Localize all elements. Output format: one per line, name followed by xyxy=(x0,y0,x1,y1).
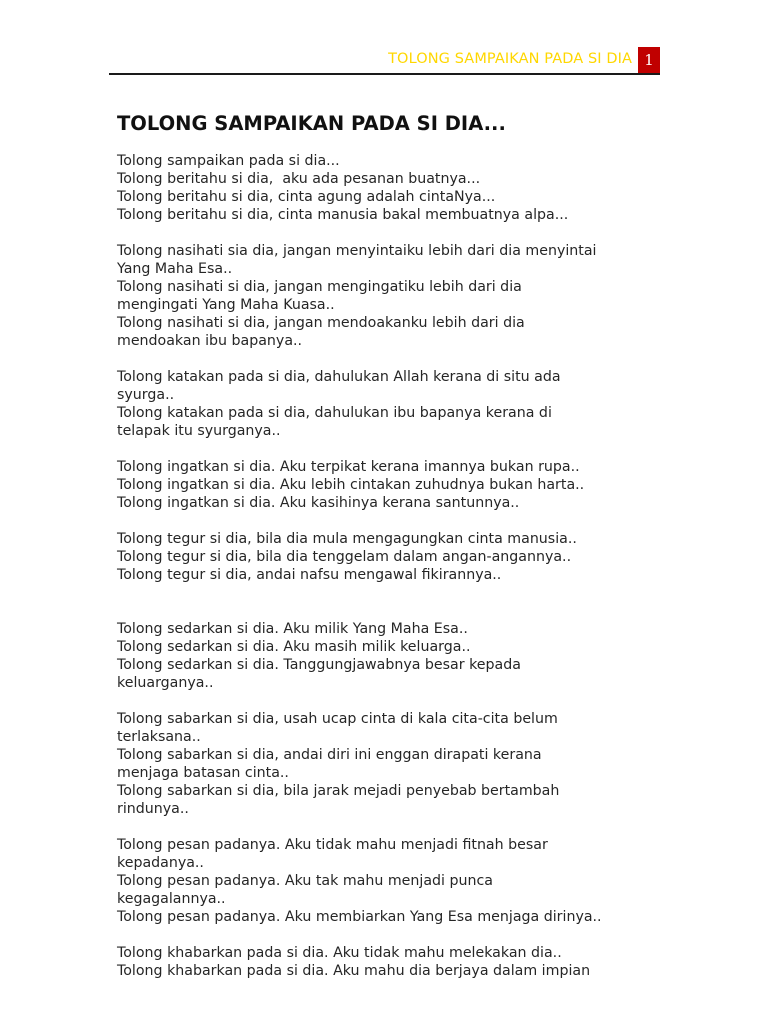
page-header xyxy=(109,45,660,75)
text-line: Tolong sabarkan si dia, usah ucap cinta di kala cita-cita belum xyxy=(117,711,558,727)
text-line: Tolong sedarkan si dia. Tanggungjawabnya besar kepada xyxy=(117,657,521,673)
paragraph xyxy=(117,368,677,440)
text-line: Tolong sedarkan si dia. Aku milik Yang Maha Esa.. xyxy=(117,621,468,637)
text-line: Tolong khabarkan pada si dia. Aku tidak mahu melekakan dia.. xyxy=(117,945,562,961)
text-line: Tolong nasihati sia dia, jangan menyintaiku lebih dari dia menyintai xyxy=(117,243,597,259)
text-line: terlaksana.. xyxy=(117,729,201,745)
text-line: Tolong sabarkan si dia, bila jarak mejadi penyebab bertambah xyxy=(117,783,560,799)
header-title: TOLONG SAMPAIKAN PADA SI DIA xyxy=(388,51,632,67)
page-number-badge: 1 xyxy=(638,47,660,73)
document-body xyxy=(117,112,677,998)
text-line: menjaga batasan cinta.. xyxy=(117,765,289,781)
text-line: Tolong katakan pada si dia, dahulukan Allah kerana di situ ada xyxy=(117,369,561,385)
text-line: kegagalannya.. xyxy=(117,891,226,907)
text-line: Tolong ingatkan si dia. Aku kasihinya kerana santunnya.. xyxy=(117,495,520,511)
paragraph xyxy=(117,620,677,692)
paragraph xyxy=(117,710,677,818)
text-line: Tolong ingatkan si dia. Aku terpikat kerana imannya bukan rupa.. xyxy=(117,459,580,475)
text-line: Tolong beritahu si dia, cinta agung adalah cintaNya... xyxy=(117,189,496,205)
text-line: Tolong tegur si dia, bila dia mula mengagungkan cinta manusia.. xyxy=(117,531,577,547)
text-line: kepadanya.. xyxy=(117,855,204,871)
text-line: Tolong nasihati si dia, jangan mengingatiku lebih dari dia xyxy=(117,279,522,295)
text-line: Tolong tegur si dia, andai nafsu mengawal fikirannya.. xyxy=(117,567,502,583)
text-line: mendoakan ibu bapanya.. xyxy=(117,333,303,349)
text-line: Tolong ingatkan si dia. Aku lebih cintakan zuhudnya bukan harta.. xyxy=(117,477,585,493)
text-line: Tolong pesan padanya. Aku tak mahu menjadi punca xyxy=(117,873,493,889)
text-line: Tolong nasihati si dia, jangan mendoakanku lebih dari dia xyxy=(117,315,525,331)
text-line: Yang Maha Esa.. xyxy=(117,261,233,277)
paragraph xyxy=(117,458,677,512)
text-line: Tolong sedarkan si dia. Aku masih milik keluarga.. xyxy=(117,639,471,655)
text-line: Tolong katakan pada si dia, dahulukan ibu bapanya kerana di xyxy=(117,405,552,421)
text-line: Tolong pesan padanya. Aku membiarkan Yang Esa menjaga dirinya.. xyxy=(117,909,602,925)
paragraph xyxy=(117,836,677,926)
paragraph xyxy=(117,152,677,224)
text-line: Tolong sampaikan pada si dia... xyxy=(117,153,340,169)
text-line: Tolong sabarkan si dia, andai diri ini enggan dirapati kerana xyxy=(117,747,542,763)
paragraph xyxy=(117,530,677,584)
text-line: Tolong pesan padanya. Aku tidak mahu menjadi fitnah besar xyxy=(117,837,548,853)
text-line: telapak itu syurganya.. xyxy=(117,423,281,439)
document-title: TOLONG SAMPAIKAN PADA SI DIA... xyxy=(117,112,506,135)
paragraph xyxy=(117,944,677,980)
text-line: mengingati Yang Maha Kuasa.. xyxy=(117,297,335,313)
text-line: rindunya.. xyxy=(117,801,189,817)
text-line: keluarganya.. xyxy=(117,675,214,691)
text-line: Tolong khabarkan pada si dia. Aku mahu dia berjaya dalam impian xyxy=(117,963,591,979)
paragraph xyxy=(117,242,677,350)
text-line: Tolong tegur si dia, bila dia tenggelam dalam angan-angannya.. xyxy=(117,549,572,565)
text-line: Tolong beritahu si dia, cinta manusia bakal membuatnya alpa... xyxy=(117,207,569,223)
text-line: syurga.. xyxy=(117,387,175,403)
text-line: Tolong beritahu si dia, aku ada pesanan buatnya... xyxy=(117,171,481,187)
